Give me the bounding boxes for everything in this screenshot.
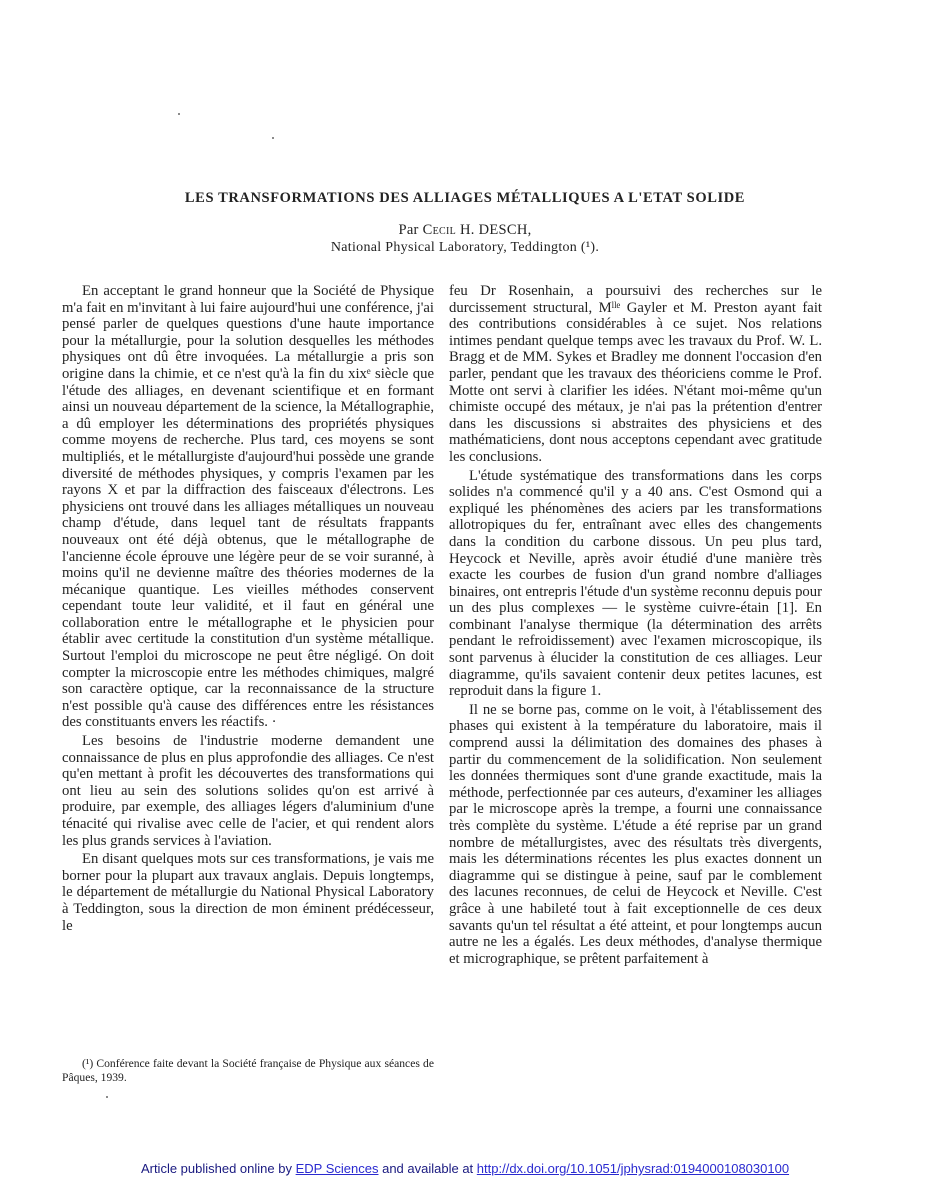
footnote: (¹) Conférence faite devant la Société française de Physique aux séances de Pâques, 1939. bbox=[62, 1057, 434, 1084]
author-first-name: Cecil bbox=[422, 222, 457, 238]
author-byline bbox=[0, 222, 930, 239]
publisher-link[interactable]: EDP Sciences bbox=[295, 1161, 379, 1176]
scan-speck bbox=[272, 137, 274, 139]
publisher-prefix: Article published online by bbox=[140, 1161, 292, 1176]
scan-speck bbox=[106, 1096, 108, 1098]
publisher-bar bbox=[0, 1161, 930, 1176]
body-paragraph: En disant quelques mots sur ces transformations, je vais me borner pour la plupart aux travaux anglais. Depuis longtemps, le département de métallurgie du National Physical Laboratory à Teddington, sous la direction de mon éminent prédécesseur, le bbox=[62, 851, 434, 934]
doi-link[interactable]: http://dx.doi.org/10.1051/jphysrad:0194000108030100 bbox=[476, 1161, 790, 1176]
article-title: LES TRANSFORMATIONS DES ALLIAGES MÉTALLIQUES A L'ETAT SOLIDE bbox=[184, 190, 746, 206]
body-paragraph: Les besoins de l'industrie moderne demandent une connaissance de plus en plus approfondie des alliages. Ce n'est qu'en mettant à profit les découvertes des transformations qui ont lieu au sein des solutions solides qu'on est arrivé à produire, par exemple, des alliages légers d'aluminium d'une ténacité qui rivalise avec celle de l'acier, et qui rendent alors les plus grands services à l'aviation. bbox=[62, 733, 434, 849]
body-paragraph: En acceptant le grand honneur que la Société de Physique m'a fait en m'invitant à lui faire aujourd'hui une conférence, j'ai pensé parler de quelques questions d'une haute importance pour la métallurgie, pour la solution desquelles les méthodes physiques ont dû être invoquées. La métallurgie a pris son origine dans la chimie, et ce n'est qu'à la fin du xixᵉ siècle que l'étude des alliages, en devenant scientifique et en formant ainsi un nouveau département de la science, la Métallographie, a dû employer les déterminations des propriétés physiques comme moyens de recherche. Plus tard, ces moyens se sont multipliés, et le métallurgiste d'aujourd'hui possède une grande diversité de méthodes physiques, y compris l'examen par les rayons X et par la diffraction des faisceaux d'électrons. Les physiciens ont trouvé dans les alliages métalliques un nouveau champ d'étude, dans lequel tant de résultats frappants nouveaux ont été déjà obtenus, que le métallographe de l'ancienne école éprouve une légère peur de se voir suranné, à moins qu'il ne devienne maître des théories modernes de la mécanique quantique. Les vieilles méthodes conservent cependant toute leur validité, et il faut en général une collaboration entre le métallographe et le physicien pour établir avec certitude la constitution d'un système métallique. Surtout l'emploi du microscope ne peut être négligé. On doit compter la microscopie entre les méthodes chimiques, malgré son caractère optique, car la reconnaissance de la structure n'est possible qu'à cause des différences entre les résistances des constituants envers les réactifs. · bbox=[62, 283, 434, 731]
author-affiliation: National Physical Laboratory, Teddington (¹). bbox=[330, 240, 600, 255]
scan-speck bbox=[178, 113, 180, 115]
left-column bbox=[62, 283, 434, 934]
author-last-name: H. DESCH, bbox=[459, 222, 532, 238]
byline-prefix: Par bbox=[398, 222, 419, 238]
publisher-middle: and available at bbox=[382, 1161, 474, 1176]
body-paragraph: L'étude systématique des transformations dans les corps solides n'a commencé qu'il y a 40 ans. C'est Osmond qui a expliqué les phénomènes des aciers par les transformations allotropiques du fer, entraînant avec elles des changements dans la condition du carbone dissous. Un peu plus tard, Heycock et Neville, après avoir étudié d'une manière très exacte les courbes de fusion d'un grand nombre d'alliages binaires, ont entrepris l'étude d'un système reconnu depuis pour un des plus complexes — le système cuivre-étain [1]. En combinant l'analyse thermique (la détermination des arrêts pendant le refroidissement) avec l'examen microscopique, ils sont parvenus à élucider la constitution de ces alliages. Leur diagramme, qu'ils savaient contenir deux petites lacunes, est reproduit dans la figure 1. bbox=[449, 467, 822, 700]
body-paragraph: feu Dr Rosenhain, a poursuivi des recherches sur le durcissement structural, Mˡˡᵉ Gayler et M. Preston ayant fait des contributions considérables à ce sujet. Nos relations intimes pendant quelque temps avec les travaux du Prof. W. L. Bragg et de MM. Sykes et Bradley me donnent l'occasion d'en parler, pendant que les travaux des théoriciens comme le Prof. Motte ont servi à clarifier les idées. N'étant moi-même qu'un chimiste occupé des métaux, je n'ai pas la prétention d'entrer dans les discussions si abstraites des physiciens et des mathématiciens, dont nous acceptons cependant avec gratitude les conclusions. bbox=[449, 283, 822, 465]
right-column bbox=[449, 283, 822, 967]
body-paragraph: Il ne se borne pas, comme on le voit, à l'établissement des phases qui existent à la température du laboratoire, mais il comprend aussi la délimitation des domaines des phases à partir du commencement de la solidification. Non seulement les données thermiques sont d'une grande exactitude, mais la méthode, perfectionnée par ces auteurs, d'examiner les alliages par le microscope après la trempe, a fourni une connaissance très complète du système. L'étude a été reprise par un grand nombre de métallurgistes, avec des résultats très divergents, mais les déterminations récentes les plus exactes donnent un diagramme qui se distingue à peine, sauf par le comblement des lacunes reconnues, de celui de Heycock et Neville. C'est grâce à une habileté tout à fait exceptionnelle de ces deux savants qu'un tel résultat a été atteint, et pour longtemps aucun autre ne les a égalés. Les deux méthodes, d'analyse thermique et micrographique, se prêtent parfaitement à bbox=[449, 701, 822, 967]
